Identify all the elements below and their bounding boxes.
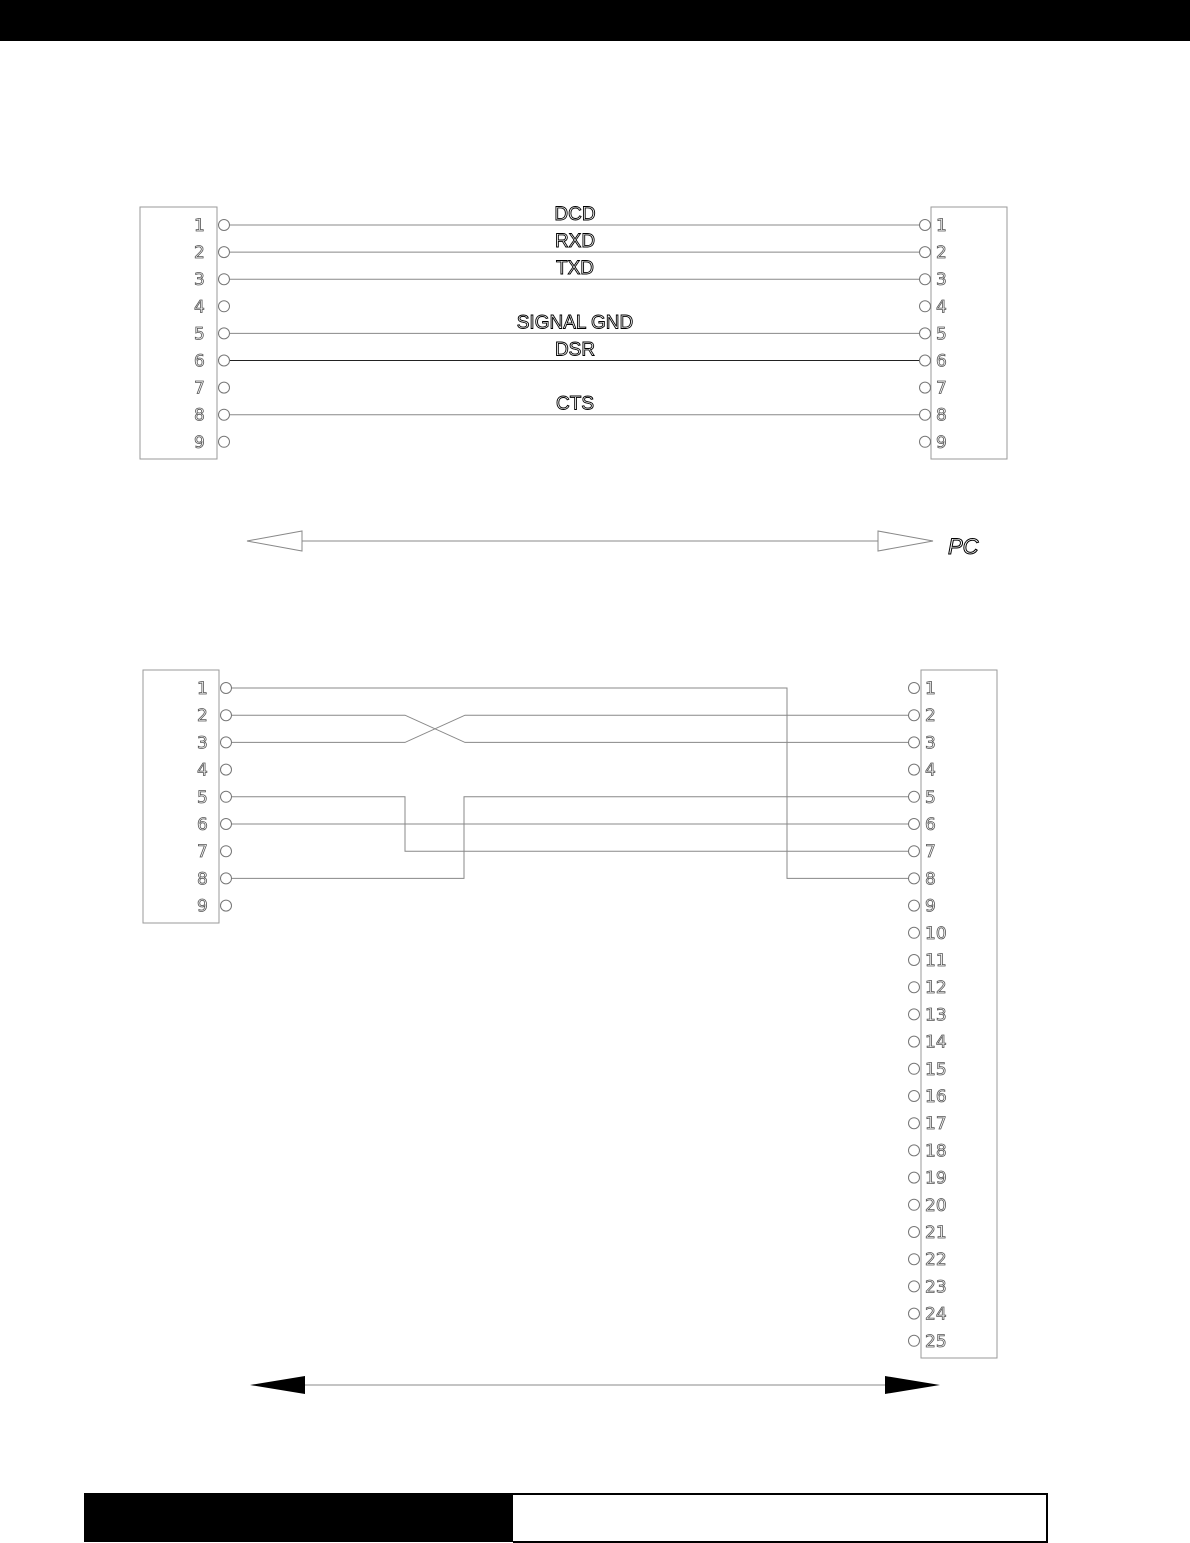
bottom-left-pin-label: 5 (197, 787, 208, 808)
bottom-right-pin-label: 21 (925, 1223, 947, 1243)
bottom-right-pin-circle (909, 791, 920, 802)
bottom-right-pin-circle (909, 737, 920, 748)
top-left-pin-label: 7 (194, 378, 205, 399)
footer-dark-block (84, 1493, 513, 1542)
bottom-right-pin-label: 2 (925, 706, 936, 727)
top-left-pin-label: 4 (194, 297, 205, 318)
top-direction-arrow (247, 531, 933, 551)
bottom-right-pin-circle (909, 1091, 920, 1102)
bottom-wire-3 (231, 715, 909, 742)
bottom-right-pin-label: 6 (925, 815, 936, 835)
top-right-pin-label: 1 (936, 216, 947, 236)
bottom-right-pin-label: 25 (925, 1331, 947, 1352)
bottom-left-pin-label: 6 (197, 815, 208, 835)
signal-label: SIGNAL GND (516, 312, 634, 334)
top-right-pin-circle (920, 247, 931, 258)
bottom-left-pin-label: 3 (197, 733, 208, 754)
bottom-right-pin-label: 8 (925, 869, 936, 890)
top-left-pin-circle (219, 382, 230, 393)
bottom-right-pin-label: 7 (925, 842, 936, 863)
top-right-pin-circle (920, 409, 931, 420)
bottom-right-pin-label: 15 (925, 1059, 947, 1080)
signal-label: DCD (554, 204, 596, 225)
bottom-left-pin-circle (221, 683, 232, 694)
top-cable-diagram (140, 204, 1007, 559)
bottom-right-pin-circle (909, 1036, 920, 1047)
top-left-pin-circle (219, 436, 230, 447)
bottom-right-pin-label: 1 (925, 679, 936, 699)
bottom-right-pin-circle (909, 1308, 920, 1319)
top-left-pin-circle (219, 247, 230, 258)
bottom-right-pin-circle (909, 1254, 920, 1265)
top-right-pin-label: 3 (936, 270, 947, 291)
signal-label: TXD (556, 258, 594, 280)
bottom-cable-diagram (143, 670, 997, 1394)
bottom-direction-arrow (250, 1376, 940, 1394)
bottom-right-pin-circle (909, 1118, 920, 1129)
top-left-pin-circle (219, 409, 230, 420)
bottom-left-pin-label: 2 (197, 706, 208, 727)
bottom-right-pin-circle (909, 683, 920, 694)
top-right-pin-label: 7 (936, 378, 947, 399)
bottom-left-pin-circle (221, 710, 232, 721)
bottom-left-pin-circle (221, 791, 232, 802)
bottom-right-pin-circle (909, 1281, 920, 1292)
bottom-right-pin-circle (909, 1145, 920, 1156)
top-right-pin-label: 9 (936, 432, 947, 453)
top-right-pin-circle (920, 436, 931, 447)
bottom-right-pin-circle (909, 710, 920, 721)
bottom-left-pin-circle (221, 819, 232, 830)
bottom-left-pin-circle (221, 764, 232, 775)
bottom-right-pin-label: 11 (925, 951, 947, 971)
bottom-right-pin-circle (909, 927, 920, 938)
signal-label: CTS (556, 393, 594, 415)
top-left-pin-label: 5 (194, 324, 205, 345)
top-left-pin-label: 3 (194, 270, 205, 291)
top-right-pin-circle (920, 220, 931, 231)
pc-label: PC (948, 534, 979, 559)
signal-label: RXD (554, 231, 596, 253)
bottom-right-pin-circle (909, 1172, 920, 1183)
bottom-left-pin-circle (221, 846, 232, 857)
top-right-pin-label: 5 (936, 324, 947, 345)
bottom-left-pin-circle (221, 737, 232, 748)
top-right-pin-circle (920, 274, 931, 285)
bottom-right-pin-label: 22 (925, 1250, 947, 1271)
bottom-right-pin-circle (909, 1335, 920, 1346)
bottom-right-pin-circle (909, 1063, 920, 1074)
top-left-pin-circle (219, 220, 230, 231)
bottom-right-pin-circle (909, 982, 920, 993)
bottom-wire-1 (231, 688, 909, 878)
bottom-wire-8 (231, 797, 909, 879)
bottom-right-pin-circle (909, 873, 920, 884)
bottom-right-pin-label: 17 (925, 1114, 947, 1135)
top-left-pin-label: 1 (194, 216, 205, 236)
bottom-right-pin-circle (909, 1009, 920, 1020)
bottom-right-pin-circle (909, 900, 920, 911)
bottom-left-pin-label: 1 (197, 679, 208, 699)
bottom-right-pin-label: 5 (925, 787, 936, 808)
footer-title-box (513, 1493, 1048, 1543)
bottom-right-pin-circle (909, 764, 920, 775)
bottom-left-pin-label: 7 (197, 842, 208, 863)
bottom-right-pin-label: 19 (925, 1168, 947, 1189)
bottom-wire-2 (231, 715, 909, 742)
top-right-pin-circle (920, 382, 931, 393)
bottom-right-pin-label: 10 (925, 923, 947, 944)
top-right-pin-circle (920, 301, 931, 312)
top-right-pin-circle (920, 328, 931, 339)
bottom-right-pin-label: 9 (925, 896, 936, 917)
bottom-left-pin-label: 9 (197, 896, 208, 917)
top-right-pin-label: 2 (936, 243, 947, 264)
top-left-pin-label: 2 (194, 243, 205, 264)
top-left-pin-circle (219, 274, 230, 285)
bottom-right-pin-label: 18 (925, 1141, 947, 1162)
top-right-pin-label: 8 (936, 405, 947, 426)
top-left-connector (140, 207, 217, 459)
top-left-pin-label: 8 (194, 405, 205, 426)
bottom-right-pin-label: 3 (925, 733, 936, 754)
bottom-right-pin-circle (909, 846, 920, 857)
bottom-right-pin-label: 16 (925, 1087, 947, 1107)
top-left-pin-label: 6 (194, 351, 205, 372)
bottom-right-pin-label: 23 (925, 1277, 947, 1298)
bottom-right-pin-label: 4 (925, 760, 936, 781)
bottom-left-pin-circle (221, 873, 232, 884)
bottom-right-pin-circle (909, 955, 920, 966)
signal-label: DSR (554, 339, 596, 361)
bottom-right-pin-label: 14 (925, 1032, 947, 1053)
bottom-left-pin-circle (221, 900, 232, 911)
bottom-left-pin-label: 8 (197, 869, 208, 890)
bottom-right-pin-label: 24 (925, 1304, 947, 1325)
top-right-pin-label: 4 (936, 297, 947, 318)
top-left-pin-label: 9 (194, 432, 205, 453)
bottom-right-pin-circle (909, 819, 920, 830)
bottom-right-pin-circle (909, 1199, 920, 1210)
top-right-pin-label: 6 (936, 351, 947, 372)
bottom-left-pin-label: 4 (197, 760, 208, 781)
bottom-right-pin-label: 20 (925, 1195, 947, 1216)
top-left-pin-circle (219, 301, 230, 312)
top-left-pin-circle (219, 355, 230, 366)
bottom-right-pin-label: 13 (925, 1005, 947, 1026)
bottom-right-pin-circle (909, 1227, 920, 1238)
top-left-pin-circle (219, 328, 230, 339)
bottom-right-pin-label: 12 (925, 978, 947, 999)
top-right-pin-circle (920, 355, 931, 366)
